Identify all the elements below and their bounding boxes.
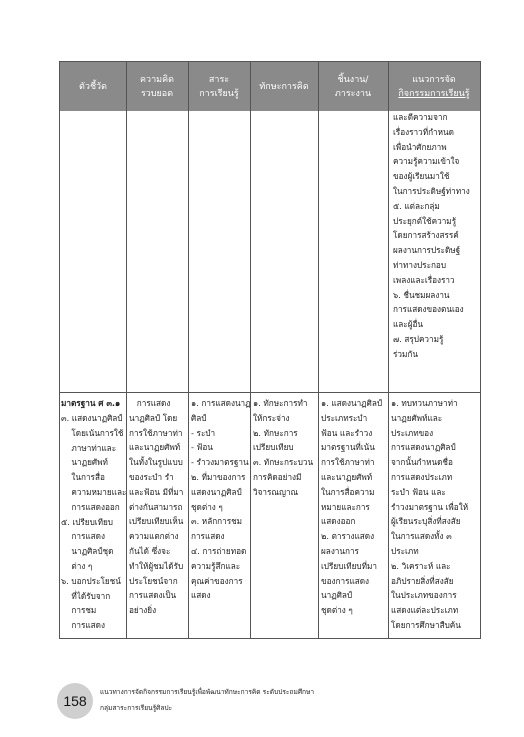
page-number: 158 (63, 693, 87, 709)
footer-title: แนวทางการจัดกิจกรรมการเรียนรู้เพื่อพัฒนาทักษะการคิด ระดับประถมศึกษา (100, 688, 315, 696)
header-concept (126, 62, 188, 111)
header-concept-line1: ความคิด (140, 74, 174, 85)
curriculum-table (59, 61, 481, 639)
header-activity-line1: แนวการจัด (412, 74, 456, 85)
page-number-badge (57, 683, 93, 719)
header-content-line1: สาระ (208, 74, 230, 85)
row2-concept-cell: การแสดง นาฏศิลป์ โดย การใช้ภาษาท่า และนาฏยศัพท์ ในทั้งในรูปแบบ ของระบำ รำ และฟ้อน มีที่มา ต่างกันสามารถ เปรียบเทียบเห็น ความแตกต่าง กันได้ ซึ่งจะ ทำให้ผู้ชมได้รับ ประโยชน์จาก การแสดงเป็น อย่างยิ่ง (129, 398, 184, 616)
header-concept-line2: รวบยอด (140, 88, 174, 99)
row1-activity-cell: และดีความจาก เรื่องราวที่กำหนด เพื่อนำศักยภาพ ความรู้ความเข้าใจ ของผู้เรียนมาใช้ ในการประดิษฐ์ท่าทาง ๕. แต่ละกลุ่ม ประยุกต์ใช้ความรู้ โดยการสร้างสรรค์ ผลงานการประดิษฐ์ ท่าทางประกอบ เพลงและเรื่องราว ๖. ชื่นชมผลงาน การแสดงของตนเอง และผู้อื่น ๗. สรุปความรู้ ร่วมกัน (393, 112, 470, 359)
header-activity-line2: กิจกรรมการเรียนรู้ (398, 88, 470, 99)
header-thinking (250, 62, 318, 111)
header-content (188, 62, 250, 111)
row2-indicator-cell: ๓. แสดงนาฏศิลป์ โดยเน้นการใช้ ภาษาท่าและ นาฏยศัพท์ ในการสื่อ ความหมายและ การแสดงออก ๕. เปรียบเทียบ การแสดง นาฏศิลป์ชุด ต่าง ๆ ๖. บอกประโยชน์ ที่ได้รับจาก การชม การแสดง (61, 413, 127, 631)
header-work-line1: ชิ้นงาน/ (337, 74, 369, 85)
footer-subtitle: กลุ่มสาระการเรียนรู้ศิลปะ (100, 704, 173, 712)
row2-work-cell: ๑. แสดงนาฏศิลป์ ประเภทระบำ ฟ้อน และรำวง มาตรฐานที่เน้น การใช้ภาษาท่า และนาฏยศัพท์ ในการสื่อความ หมายและการ แสดงออก ๒. ตารางแสดง ผลงานการ เปรียบเทียบที่มา ของการแสดง นาฏศิลป์ ชุดต่าง ๆ (321, 398, 383, 616)
column-divider (318, 62, 319, 638)
header-work (318, 62, 388, 111)
column-divider (188, 62, 189, 638)
row2-content-cell: ๑. การแสดงนาฏ ศิลป์ - ระบำ - ฟ้อน - รำวงมาตรฐาน ๒. ที่มาของการ แสดงนาฏศิลป์ ชุดต่าง ๆ ๓. หลักการชม การแสดง ๔. การถ่ายทอด ความรู้สึกและ คุณค่าของการ แสดง (191, 398, 251, 601)
header-indicator-label: ตัวชี้วัด (79, 81, 107, 92)
row2-standard-title: มาตรฐาน ศ ๓.๑ (61, 398, 121, 408)
header-thinking-label: ทักษะการคิด (259, 81, 309, 92)
header-work-line2: ภาระงาน (334, 88, 372, 99)
header-content-line2: การเรียนรู้ (199, 88, 239, 99)
column-divider (388, 62, 389, 638)
header-indicator (60, 62, 126, 111)
header-activity (388, 62, 480, 111)
row2-thinking-cell: ๑. ทักษะการทำ ให้กระจ่าง ๒. ทักษะการ เปรียบเทียบ ๓. ทักษะกระบวน การคิดอย่างมี วิจารณญาณ (253, 398, 314, 497)
row2-activity-cell: ๑. ทบทวนภาษาท่า นาฏยศัพท์และ ประเภทของ การแสดงนาฏศิลป์ จากนั้นกำหนดชื่อ การแสดงประเภท ระบำ ฟ้อน และ รำวงมาตรฐาน เพื่อให้ ผู้เรียนระบุสิ่งที่สงสัย ในการแสดงทั้ง ๓ ประเภท ๒. วิเคราะห์ และ อภิปรายสิ่งที่สงสัย ในประเภทของการ แสดงแต่ละประเภท โดยการศึกษาสืบค้น (391, 398, 469, 630)
row-divider (60, 392, 480, 393)
table-header (60, 62, 480, 111)
